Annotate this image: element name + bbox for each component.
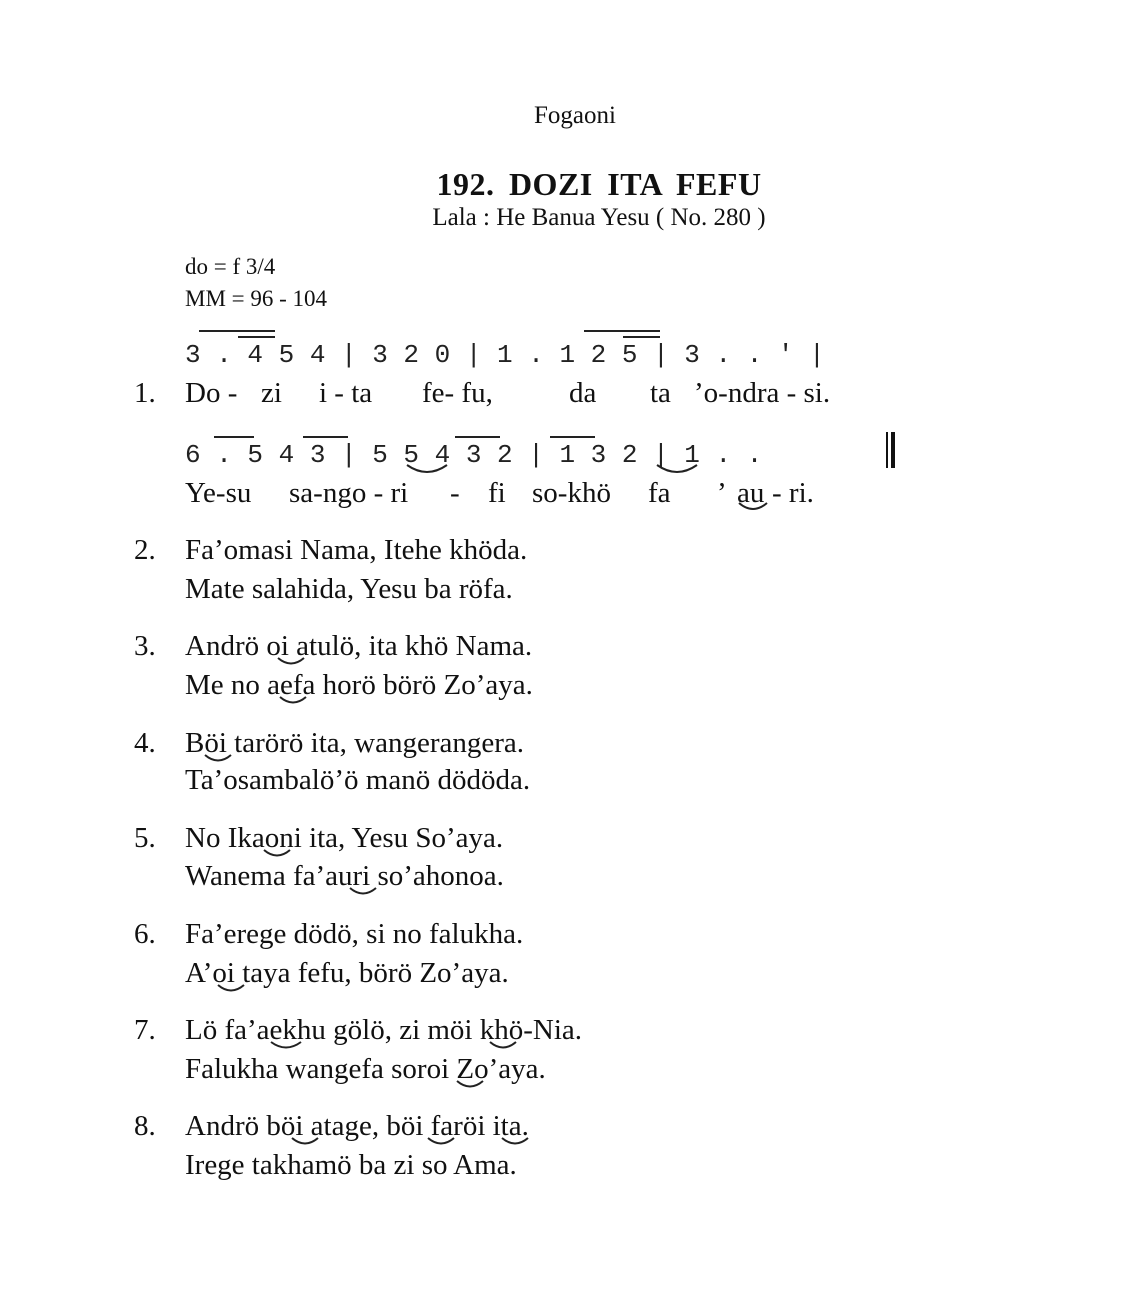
- slur-mark: [216, 982, 246, 996]
- beam-line: [238, 336, 275, 338]
- slur-mark: [500, 1135, 530, 1149]
- verse-line: Fa’omasi Nama, Itehe khöda.: [185, 534, 528, 566]
- verse-number: 3.: [134, 630, 156, 662]
- hymn-title: 192. DOZI ITA FEFU: [436, 166, 762, 202]
- slur-mark: [426, 1135, 456, 1149]
- lyric-syllable: fe- fu,: [422, 377, 493, 409]
- hymn-subtitle: Lala : He Banua Yesu ( No. 280 ): [432, 204, 766, 231]
- slur-mark: [290, 1135, 320, 1149]
- verse-number: 7.: [134, 1014, 156, 1046]
- slur-mark: [262, 847, 292, 861]
- verse-line: Falukha wangefa soroi Zo’aya.: [185, 1053, 546, 1085]
- verse-line: Lö fa’aekhu gölö, zi möi khö-Nia.: [185, 1014, 583, 1046]
- slur-mark: [278, 694, 308, 708]
- verse-number: 4.: [134, 727, 156, 759]
- verse-line: Wanema fa’auri so’ahonoa.: [185, 860, 504, 892]
- lyric-syllable: i - ta: [319, 377, 373, 409]
- slur-mark: [455, 1078, 485, 1092]
- slur-mark: [488, 1039, 518, 1053]
- lyric-syllable: au: [737, 477, 765, 509]
- lyric-syllable: fa: [648, 477, 671, 509]
- lyric-syllable: zi: [261, 377, 282, 409]
- beam-line: [199, 330, 275, 332]
- verse-line: No Ikaoni ita, Yesu So’aya.: [185, 822, 504, 854]
- beam-line: [623, 336, 660, 338]
- section-header: Fogaoni: [534, 102, 616, 129]
- lyric-syllable: so-khö: [532, 477, 611, 509]
- slur-mark: [269, 1039, 303, 1053]
- lyric-syllable: fi: [488, 477, 506, 509]
- slur-mark: [405, 462, 449, 478]
- verse-line: Ta’osambalö’ö manö dödöda.: [185, 764, 531, 796]
- verse-number: 2.: [134, 534, 156, 566]
- notation-line-1: 3 . 4 5 4 | 3 2 0 | 1 . 1 2 5 | 3 . . ' |: [185, 340, 825, 370]
- slur-mark: [276, 655, 306, 669]
- verse-line: A’oi taya fefu, börö Zo’aya.: [185, 957, 509, 989]
- verse-number: 5.: [134, 822, 156, 854]
- verse-line: Me no aefa horö börö Zo’aya.: [185, 669, 533, 701]
- verse-line: Mate salahida, Yesu ba röfa.: [185, 573, 513, 605]
- verse-line: Andrö böi atage, böi faröi ita.: [185, 1110, 529, 1142]
- slur-mark: [203, 752, 233, 766]
- tempo-marking: MM = 96 - 104: [185, 286, 328, 311]
- beam-line: [455, 436, 500, 438]
- verse-number: 8.: [134, 1110, 156, 1142]
- final-barline: [886, 432, 896, 468]
- slur-mark: [348, 885, 378, 899]
- lyric-syllable: - ri.: [772, 477, 814, 509]
- verse-line: Andrö oi atulö, ita khö Nama.: [185, 630, 533, 662]
- lyric-syllable: da: [569, 377, 597, 409]
- slur-mark: [737, 500, 769, 514]
- beam-line: [214, 436, 254, 438]
- lyric-syllable: -: [450, 477, 460, 509]
- verse-number: 6.: [134, 918, 156, 950]
- lyric-syllable: ’o-ndra - si.: [694, 377, 831, 409]
- key-signature: do = f 3/4: [185, 254, 276, 279]
- beam-line: [584, 330, 660, 332]
- slur-mark: [655, 462, 699, 478]
- beam-line: [303, 436, 348, 438]
- beam-line: [550, 436, 595, 438]
- verse-line: Böi tarörö ita, wangerangera.: [185, 727, 524, 759]
- verse-number: 1.: [134, 377, 156, 409]
- lyric-syllable: Ye-su: [185, 477, 252, 509]
- verse-line: Irege takhamö ba zi so Ama.: [185, 1149, 517, 1181]
- lyric-syllable: ’: [717, 477, 727, 509]
- lyric-syllable: Do -: [185, 377, 238, 409]
- verse-line: Fa’erege dödö, si no falukha.: [185, 918, 524, 950]
- lyric-syllable: ta: [650, 377, 671, 409]
- notation-line-2: 6 . 5 4 3 | 5 5 4 3 2 | 1 3 2 | 1 . .: [185, 440, 763, 470]
- lyric-syllable: sa-ngo - ri: [289, 477, 409, 509]
